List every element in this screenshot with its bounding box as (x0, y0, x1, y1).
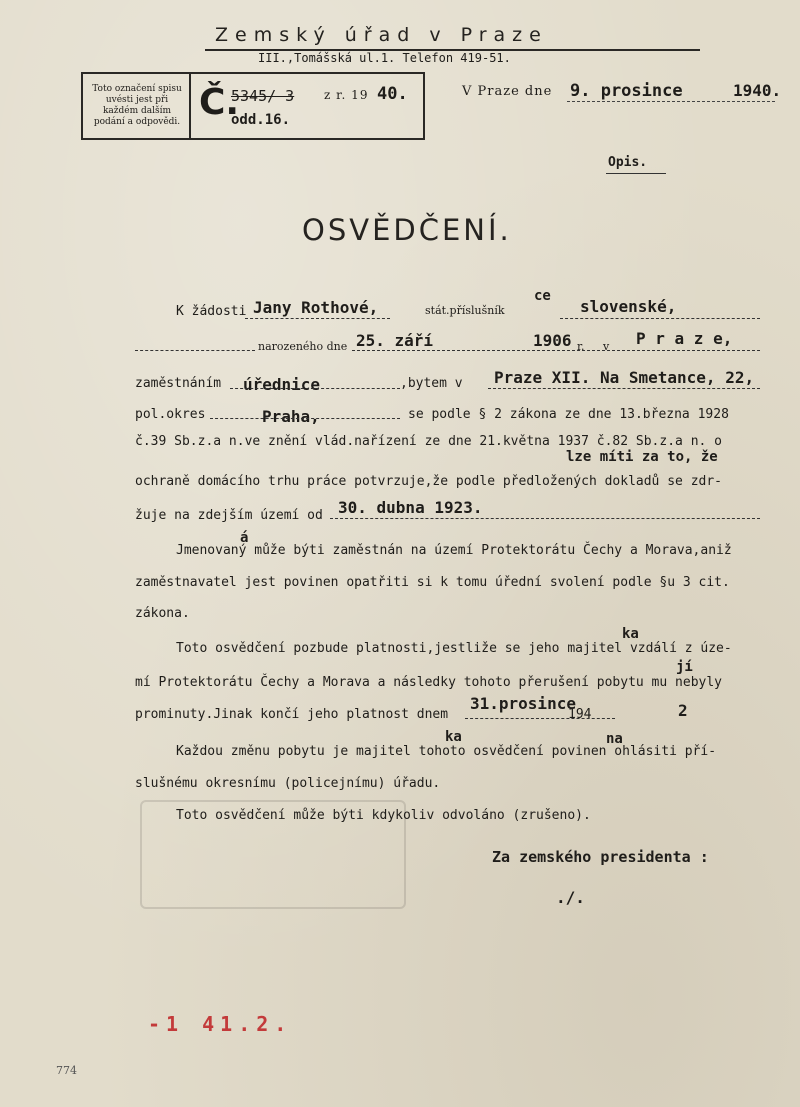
owner-correction-3: ka (445, 729, 462, 745)
validity-date: 31.prosince (470, 694, 576, 713)
request-label: K žádosti (176, 304, 247, 319)
applicant-name: Jany Rothové, (253, 298, 379, 317)
archive-number: 774 (56, 1064, 77, 1077)
reference-divider (189, 74, 191, 138)
document-title: OSVĚDČENÍ. (302, 213, 512, 247)
born-r-label: r. (577, 340, 585, 353)
signature-mark: ./. (556, 888, 585, 907)
residence-label: ,bytem v (400, 376, 463, 391)
office-address: III.,Tomášská ul.1. Telefon 419-51. (258, 51, 511, 65)
place-label: V Praze dne (462, 84, 553, 99)
validity-rule (465, 718, 615, 719)
file-number: 5345/ 3 (231, 87, 295, 105)
red-margin-mark: -1 41.2. (148, 1012, 293, 1036)
citizenship-label: stát.příslušník (425, 304, 505, 317)
citizenship-value: slovenské, (580, 297, 677, 316)
employment-rule (230, 388, 400, 389)
residence-rule (488, 388, 760, 389)
citizenship-suffix: ce (534, 288, 551, 304)
copy-mark-rule (606, 173, 666, 174)
paragraph-2-line-2: mí Protektorátu Čechy a Morava a následky tohoto přerušení pobytu mu nebyly (135, 675, 722, 690)
law-text-4: žuje na zdejším území od (135, 508, 323, 523)
stay-since-date: 30. dubna 1923. (338, 498, 483, 517)
born-place: P r a z e, (636, 329, 733, 348)
issue-year: 1940. (733, 81, 782, 100)
born-year: 1906 (533, 331, 572, 350)
law-text-3: ochraně domácího trhu práce potvrzuje,že podle předložených dokladů se zdr- (135, 474, 722, 489)
validity-year-digit: 2 (678, 701, 688, 720)
paragraph-4: Toto osvědčení může býti kdykoliv odvoláno (zrušeno). (176, 808, 591, 823)
citizenship-rule (560, 318, 760, 319)
owner-correction-2: jí (676, 659, 693, 675)
paragraph-3-line-1: Každou změnu pobytu je majitel tohoto osvědčení povinen ohlásiti pří- (176, 744, 717, 759)
name-rule (245, 318, 390, 319)
born-lead-rule (135, 350, 255, 351)
residence-value: Praze XII. Na Smetance, 22, (494, 368, 755, 387)
born-v-label: v (603, 340, 610, 353)
employment-label: zaměstnáním (135, 376, 222, 391)
reference-note: Toto označení spisu uvésti jest při každém dalším podání a odpovědi. (92, 84, 182, 127)
law-text-1: se podle § 2 zákona ze dne 13.března 1928 (408, 407, 729, 422)
paragraph-1-line-2: zaměstnavatel jest povinen opatřiti si k tomu úřední svolení podle §u 3 cit. (135, 575, 730, 590)
department: odd.16. (231, 112, 291, 128)
issue-date: 9. prosince (570, 81, 683, 101)
paragraph-2-line-3: prominuty.Jinak končí jeho platnost dnem (135, 707, 449, 722)
paragraph-1-line-3: zákona. (135, 606, 190, 621)
paragraph-3-line-2: slušnému okresnímu (policejnímu) úřadu. (135, 776, 441, 791)
law-insert: lze míti za to, že (566, 449, 718, 465)
reference-box (81, 72, 425, 140)
file-letter: Č. (199, 82, 240, 123)
paragraph-2-line-1: Toto osvědčení pozbude platnosti,jestliže se jeho majitel vzdálí z úze- (176, 641, 732, 656)
born-date: 25. září (356, 331, 434, 350)
validity-year-prefix: 194 (568, 707, 592, 722)
law-text-2: č.39 Sb.z.a n.ve znění vlád.nařízení ze dne 21.května 1937 č.82 Sb.z.a n. o (135, 434, 722, 449)
stay-since-rule (330, 518, 760, 519)
copy-mark: Opis. (608, 155, 648, 170)
born-rule (352, 350, 760, 351)
born-label: narozeného dne (258, 340, 348, 353)
district-label: pol.okres (135, 407, 206, 422)
date-rule (567, 101, 775, 102)
employment-value: úřednice (243, 375, 321, 394)
signature-label: Za zemského presidenta : (492, 848, 709, 866)
owner-correction-4: na (606, 731, 623, 747)
year-value: 40. (377, 84, 408, 104)
district-rule (210, 418, 400, 419)
paragraph-1-line-1: Jmenovaný může býti zaměstnán na území Protektorátu Čechy a Morava,aniž (176, 543, 732, 558)
district-value: Praha, (262, 407, 320, 426)
gender-correction: á (240, 530, 249, 546)
owner-correction-1: ka (622, 626, 639, 642)
office-title: Zemský úřad v Praze (215, 24, 548, 46)
year-label: z r. 19 (324, 88, 369, 102)
